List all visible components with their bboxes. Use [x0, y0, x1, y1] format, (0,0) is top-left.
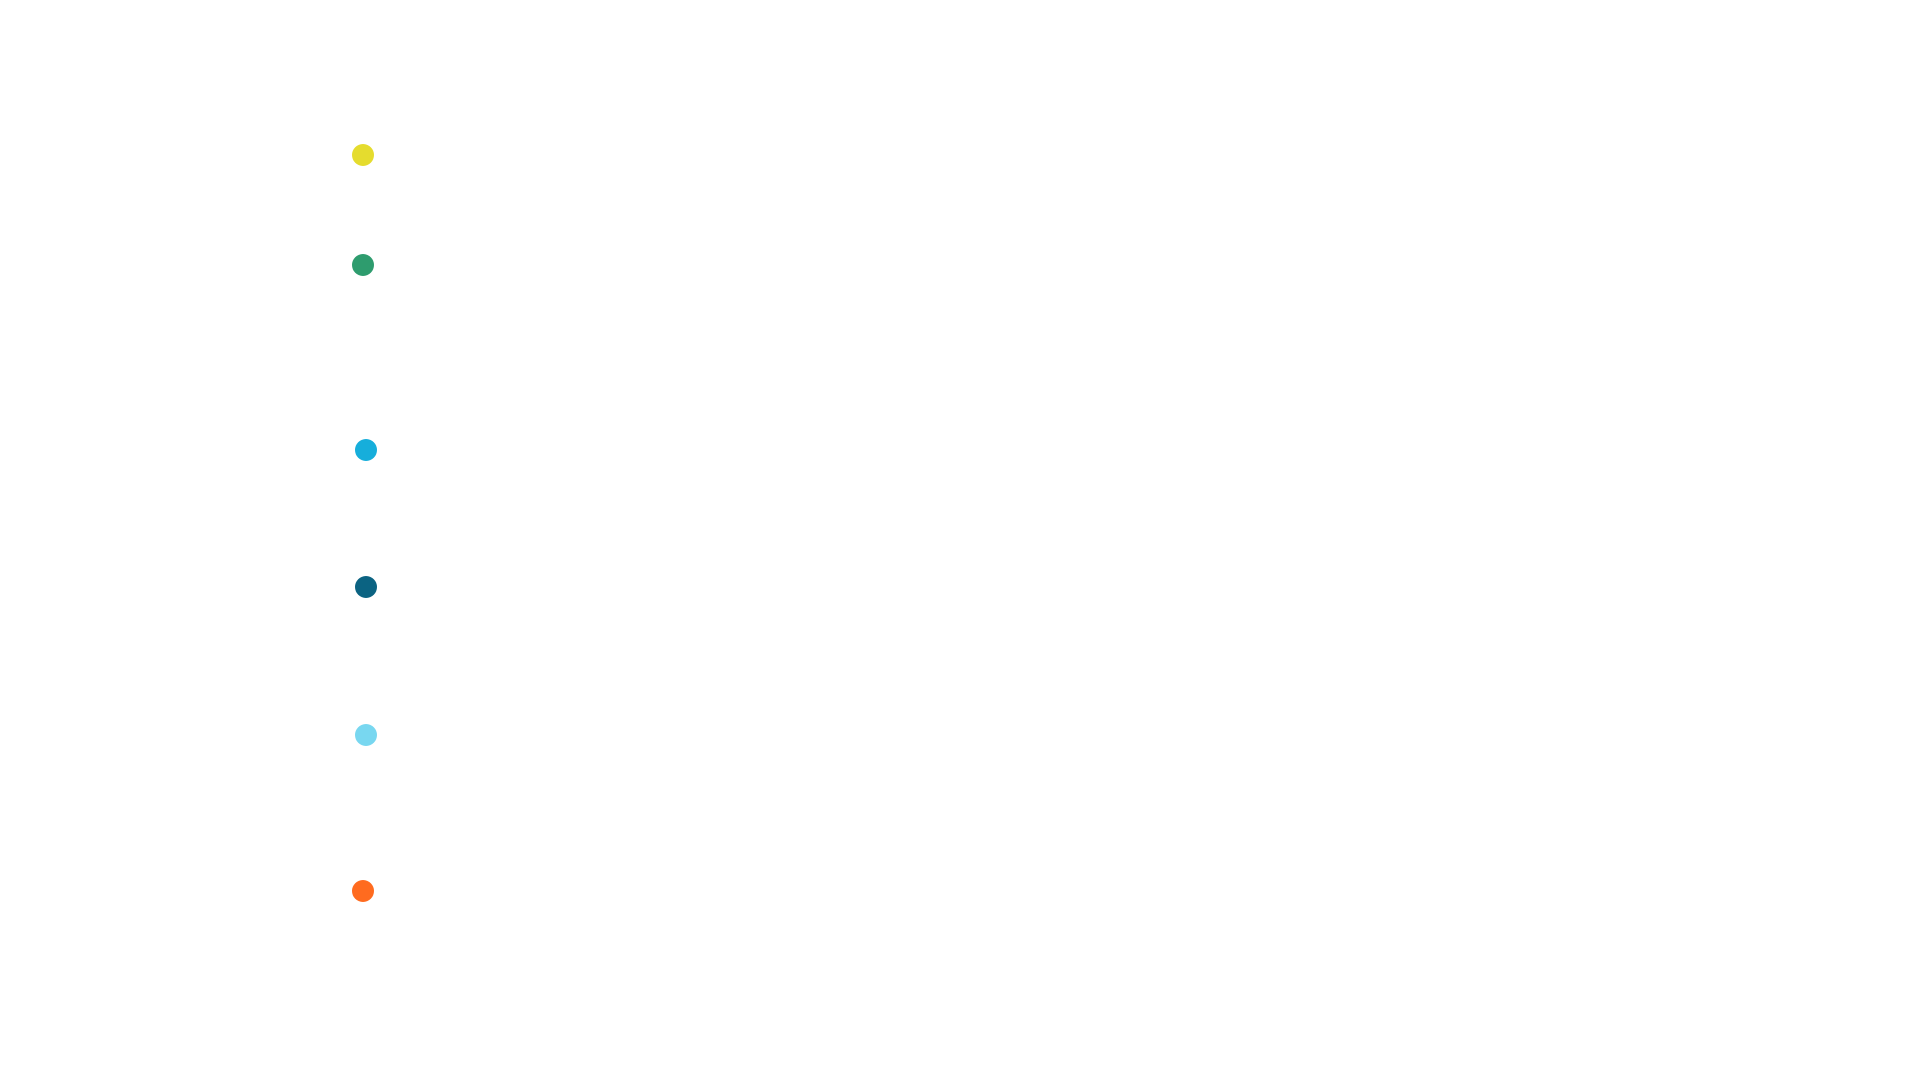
bullet-dot-light-blue: [355, 724, 377, 746]
bullet-dot-dark-teal: [355, 576, 377, 598]
bullet-dot-yellow: [352, 144, 374, 166]
bullet-dot-orange: [352, 880, 374, 902]
bullet-dot-green: [352, 254, 374, 276]
bullet-dot-cyan: [355, 439, 377, 461]
